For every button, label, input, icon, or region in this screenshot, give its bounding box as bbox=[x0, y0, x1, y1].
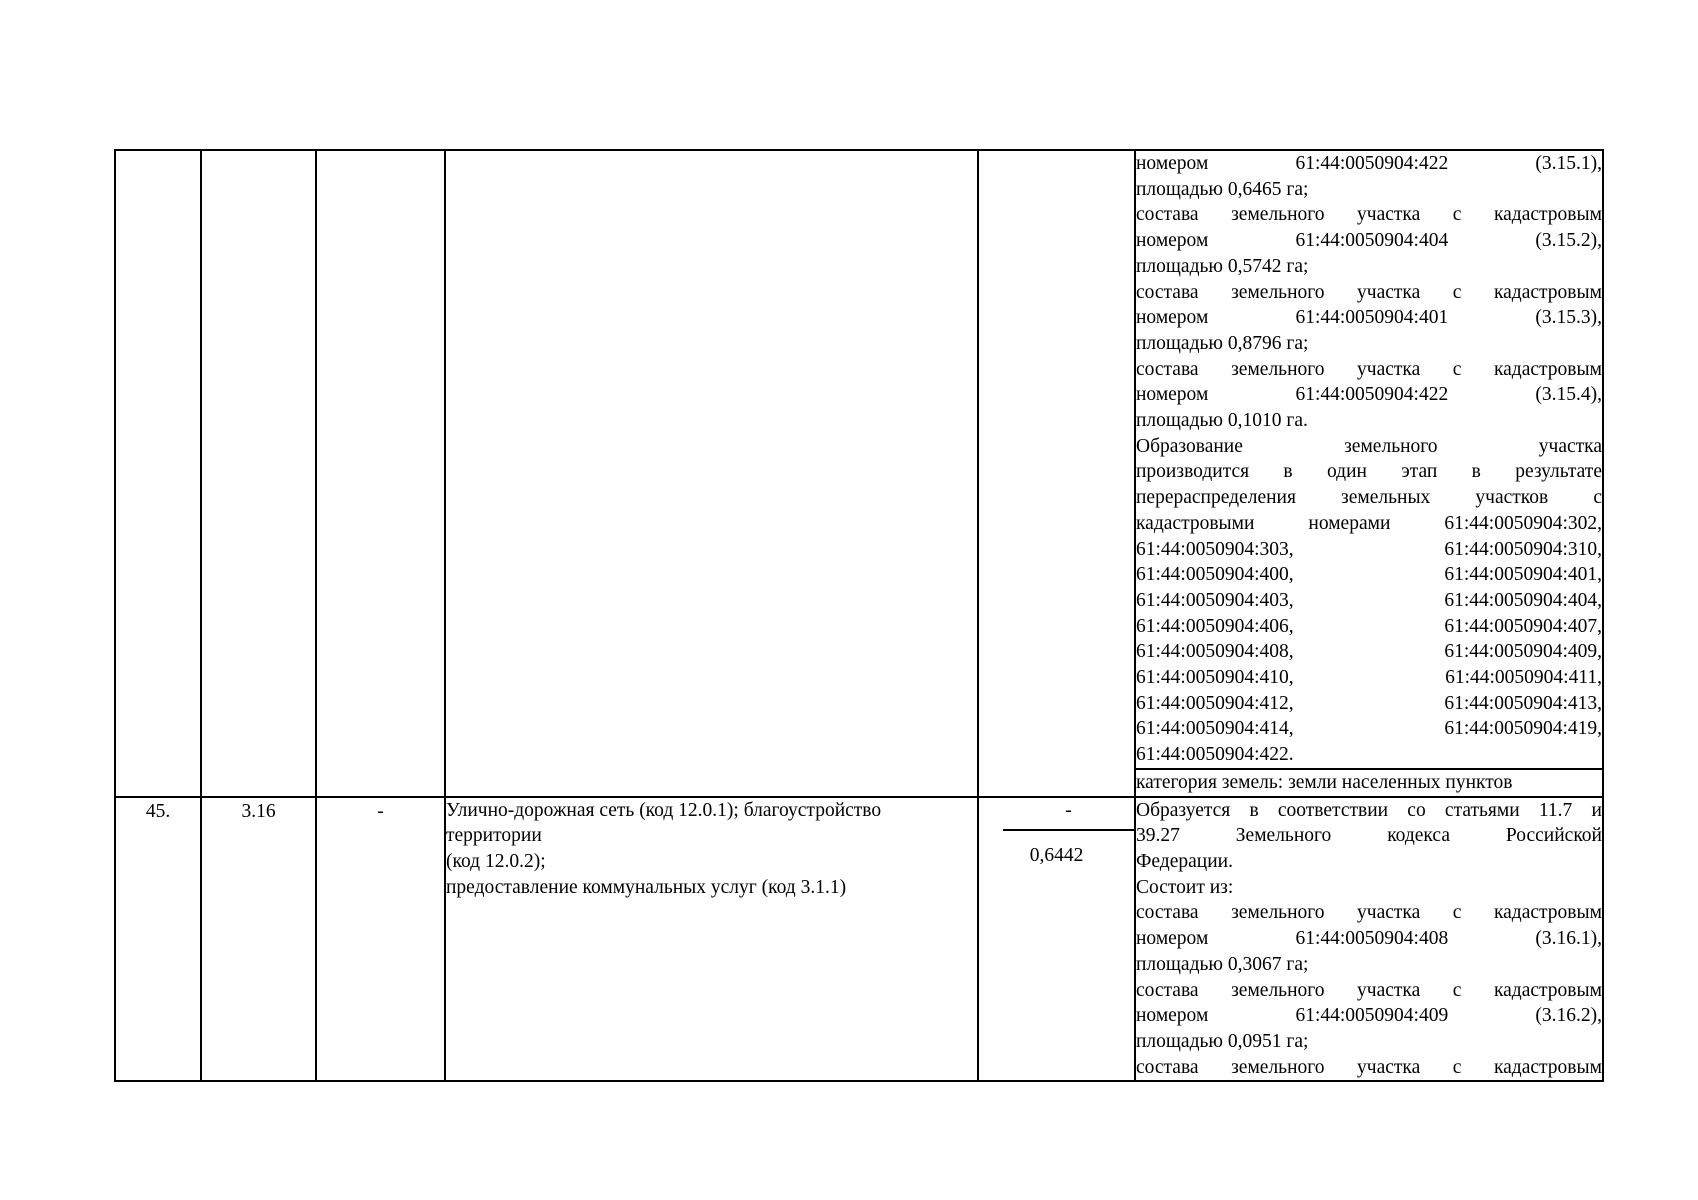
description-line bbox=[1136, 614, 1602, 640]
description-word: участка bbox=[1357, 204, 1421, 226]
cell-code bbox=[201, 797, 316, 1082]
table-row-45 bbox=[115, 797, 1603, 1082]
description-word: результате bbox=[1515, 461, 1602, 483]
description-word: участков bbox=[1475, 487, 1549, 509]
description-word: 11.7 bbox=[1538, 799, 1573, 821]
description-word: кадастровым bbox=[1493, 358, 1602, 380]
description-word: (3.15.3), bbox=[1535, 307, 1602, 329]
description-line bbox=[1136, 254, 1602, 280]
description-word: с bbox=[1452, 281, 1462, 303]
description-word: площадью 0,8796 га; bbox=[1136, 332, 1309, 354]
description-word: состава bbox=[1136, 204, 1199, 226]
description-word: участка bbox=[1357, 281, 1421, 303]
cell-num bbox=[115, 150, 201, 797]
description-line bbox=[1136, 177, 1602, 203]
description-word: в bbox=[1471, 461, 1481, 483]
description-word: 39.27 bbox=[1136, 825, 1180, 847]
row-number: 45. bbox=[145, 800, 171, 822]
description-line bbox=[1136, 202, 1602, 228]
description-word: кадастровым bbox=[1493, 281, 1602, 303]
description-word: кодекса bbox=[1387, 825, 1450, 847]
description-line bbox=[1136, 459, 1602, 485]
description-word: площадью 0,1010 га. bbox=[1136, 410, 1308, 432]
area-new: 0,6442 bbox=[1029, 844, 1084, 866]
description-word: площадью 0,0951 га; bbox=[1136, 1030, 1309, 1052]
cell-use bbox=[445, 150, 978, 797]
description-line bbox=[1136, 978, 1602, 1004]
description-line bbox=[1136, 151, 1602, 177]
description-word: земельного bbox=[1231, 902, 1325, 924]
description-word: кадастровым bbox=[1493, 204, 1602, 226]
description-word: 61:44:0050904:303, bbox=[1136, 538, 1294, 560]
description-word: один bbox=[1326, 461, 1367, 483]
description-word: 61:44:0050904:419, bbox=[1444, 718, 1602, 740]
description-word: (3.16.1), bbox=[1535, 928, 1602, 950]
description-word: кадастровым bbox=[1493, 979, 1602, 1001]
description-word: 61:44:0050904:302, bbox=[1444, 512, 1602, 534]
description-word: 61:44:0050904:413, bbox=[1444, 692, 1602, 714]
description-word: площадью 0,3067 га; bbox=[1136, 953, 1309, 975]
description-line bbox=[1136, 900, 1602, 926]
description-word: 61:44:0050904:410, bbox=[1136, 667, 1294, 689]
description-line bbox=[1136, 537, 1602, 563]
description-word: кадастровыми bbox=[1136, 512, 1255, 534]
description-word: 61:44:0050904:403, bbox=[1136, 589, 1294, 611]
description-line bbox=[1136, 331, 1602, 357]
description-line bbox=[1136, 305, 1602, 331]
description-word: номерами bbox=[1308, 512, 1391, 534]
cell-category bbox=[1135, 769, 1603, 797]
dash-value: - bbox=[377, 800, 384, 822]
description-word: 61:44:0050904:414, bbox=[1136, 718, 1294, 740]
description-line bbox=[1136, 588, 1602, 614]
description-word: с bbox=[1452, 902, 1462, 924]
description-word: номером bbox=[1136, 928, 1209, 950]
description-word: земельного bbox=[1231, 281, 1325, 303]
description-line bbox=[1136, 382, 1602, 408]
description-line bbox=[1136, 408, 1602, 434]
description-word: состава bbox=[1136, 979, 1199, 1001]
description-word: 61:44:0050904:310, bbox=[1444, 538, 1602, 560]
description-word: участка bbox=[1357, 358, 1421, 380]
description-word: Состоит из: bbox=[1136, 876, 1234, 898]
description-word: земельного bbox=[1231, 1056, 1325, 1078]
description-word: номером bbox=[1136, 307, 1209, 329]
description-word: земельного bbox=[1344, 435, 1438, 457]
table-row-continuation bbox=[115, 150, 1603, 769]
description-line bbox=[1136, 434, 1602, 460]
description-word: (3.15.4), bbox=[1535, 384, 1602, 406]
description-word: 61:44:0050904:411, bbox=[1445, 667, 1602, 689]
description-word: состава bbox=[1136, 1056, 1199, 1078]
description-word: номером bbox=[1136, 153, 1209, 174]
description-line bbox=[1136, 485, 1602, 511]
description-word: Образуется bbox=[1136, 799, 1231, 821]
cell-num bbox=[115, 797, 201, 1082]
cell-description bbox=[1135, 797, 1603, 1082]
description-word: и bbox=[1591, 799, 1602, 821]
description-word: 61:44:0050904:407, bbox=[1444, 615, 1602, 637]
description-line bbox=[1136, 1003, 1602, 1029]
description-word: с bbox=[1452, 358, 1462, 380]
description-word: перераспределения bbox=[1136, 487, 1296, 509]
cell-dash bbox=[316, 797, 445, 1082]
description-line bbox=[1136, 280, 1602, 306]
description-word: 61:44:0050904:412, bbox=[1136, 692, 1294, 714]
description-word: состава bbox=[1136, 358, 1199, 380]
description-word: этап bbox=[1401, 461, 1438, 483]
description-word: 61:44:0050904:408, bbox=[1136, 641, 1294, 663]
description-word: с bbox=[1452, 204, 1462, 226]
description-word: состава bbox=[1136, 902, 1199, 924]
description-word: Земельного bbox=[1235, 825, 1332, 847]
description-word: Образование bbox=[1136, 435, 1243, 457]
description-word: площадью 0,5742 га; bbox=[1136, 255, 1309, 277]
description-word: производится bbox=[1136, 461, 1250, 483]
use-line: территории bbox=[446, 825, 542, 847]
description-text bbox=[1136, 151, 1602, 768]
land-plots-table bbox=[114, 149, 1604, 1082]
description-line bbox=[1136, 716, 1602, 742]
description-line bbox=[1136, 742, 1602, 768]
description-word: 61:44:0050904:422 bbox=[1295, 384, 1449, 406]
description-word: Российской bbox=[1505, 825, 1602, 847]
description-line bbox=[1136, 875, 1602, 901]
description-line bbox=[1136, 823, 1602, 849]
description-line bbox=[1136, 926, 1602, 952]
cell-area bbox=[978, 150, 1135, 797]
description-word: в bbox=[1249, 799, 1259, 821]
description-word: номером bbox=[1136, 1005, 1209, 1027]
description-word: 61:44:0050904:400, bbox=[1136, 564, 1294, 586]
description-word: статьями bbox=[1444, 799, 1520, 821]
description-word: с bbox=[1452, 979, 1462, 1001]
use-line: (код 12.0.2); bbox=[446, 850, 546, 872]
description-word: земельного bbox=[1231, 204, 1325, 226]
land-category: категория земель: земли населенных пунктов bbox=[1136, 771, 1513, 793]
description-word: номером bbox=[1136, 230, 1209, 252]
description-word: участка bbox=[1538, 435, 1602, 457]
description-word: земельных bbox=[1341, 487, 1431, 509]
cell-code bbox=[201, 150, 316, 797]
description-word: с bbox=[1452, 1056, 1462, 1078]
use-line: предоставление коммунальных услуг (код 3.1.1) bbox=[446, 876, 847, 898]
description-word: кадастровым bbox=[1493, 902, 1602, 924]
description-word: (3.16.2), bbox=[1535, 1005, 1602, 1027]
description-word: 61:44:0050904:409 bbox=[1295, 1005, 1449, 1027]
description-line bbox=[1136, 562, 1602, 588]
description-word: 61:44:0050904:408 bbox=[1295, 928, 1449, 950]
description-word: 61:44:0050904:409, bbox=[1444, 641, 1602, 663]
description-word: соответствии bbox=[1277, 799, 1389, 821]
description-word: с bbox=[1593, 487, 1602, 509]
description-line bbox=[1136, 665, 1602, 691]
description-word: (3.15.1), bbox=[1535, 153, 1602, 174]
description-word: 61:44:0050904:404 bbox=[1295, 230, 1449, 252]
description-word: состава bbox=[1136, 281, 1199, 303]
description-word: участка bbox=[1357, 979, 1421, 1001]
description-line bbox=[1136, 357, 1602, 383]
description-word: участка bbox=[1357, 902, 1421, 924]
description-line bbox=[1136, 228, 1602, 254]
description-line bbox=[1136, 1055, 1602, 1081]
description-line bbox=[1136, 1029, 1602, 1055]
description-line bbox=[1136, 952, 1602, 978]
description-line bbox=[1136, 691, 1602, 717]
description-line bbox=[1136, 798, 1602, 824]
plot-code: 3.16 bbox=[241, 800, 276, 822]
description-line bbox=[1136, 849, 1602, 875]
description-word: земельного bbox=[1231, 358, 1325, 380]
cell-dash bbox=[316, 150, 445, 797]
description-word: 61:44:0050904:422 bbox=[1295, 153, 1449, 174]
description-line bbox=[1136, 639, 1602, 665]
description-word: в bbox=[1283, 461, 1293, 483]
description-word: земельного bbox=[1231, 979, 1325, 1001]
description-word: кадастровым bbox=[1493, 1056, 1602, 1078]
description-word: площадью 0,6465 га; bbox=[1136, 178, 1309, 200]
description-word: со bbox=[1407, 799, 1426, 821]
description-line bbox=[1136, 511, 1602, 537]
description-word: номером bbox=[1136, 384, 1209, 406]
description-word: (3.15.2), bbox=[1535, 230, 1602, 252]
area-existing: - bbox=[1003, 798, 1134, 831]
description-word: 61:44:0050904:406, bbox=[1136, 615, 1294, 637]
cell-use bbox=[445, 797, 978, 1082]
description-word: 61:44:0050904:401, bbox=[1444, 564, 1602, 586]
cell-description bbox=[1135, 150, 1603, 769]
description-word: 61:44:0050904:404, bbox=[1444, 589, 1602, 611]
description-word: Федерации. bbox=[1136, 850, 1233, 872]
use-line: Улично-дорожная сеть (код 12.0.1); благоустройство bbox=[446, 799, 882, 821]
description-text bbox=[1136, 798, 1602, 1081]
description-word: 61:44:0050904:401 bbox=[1295, 307, 1449, 329]
cell-area bbox=[978, 797, 1135, 1082]
description-word: 61:44:0050904:422. bbox=[1136, 744, 1294, 766]
description-word: участка bbox=[1357, 1056, 1421, 1078]
